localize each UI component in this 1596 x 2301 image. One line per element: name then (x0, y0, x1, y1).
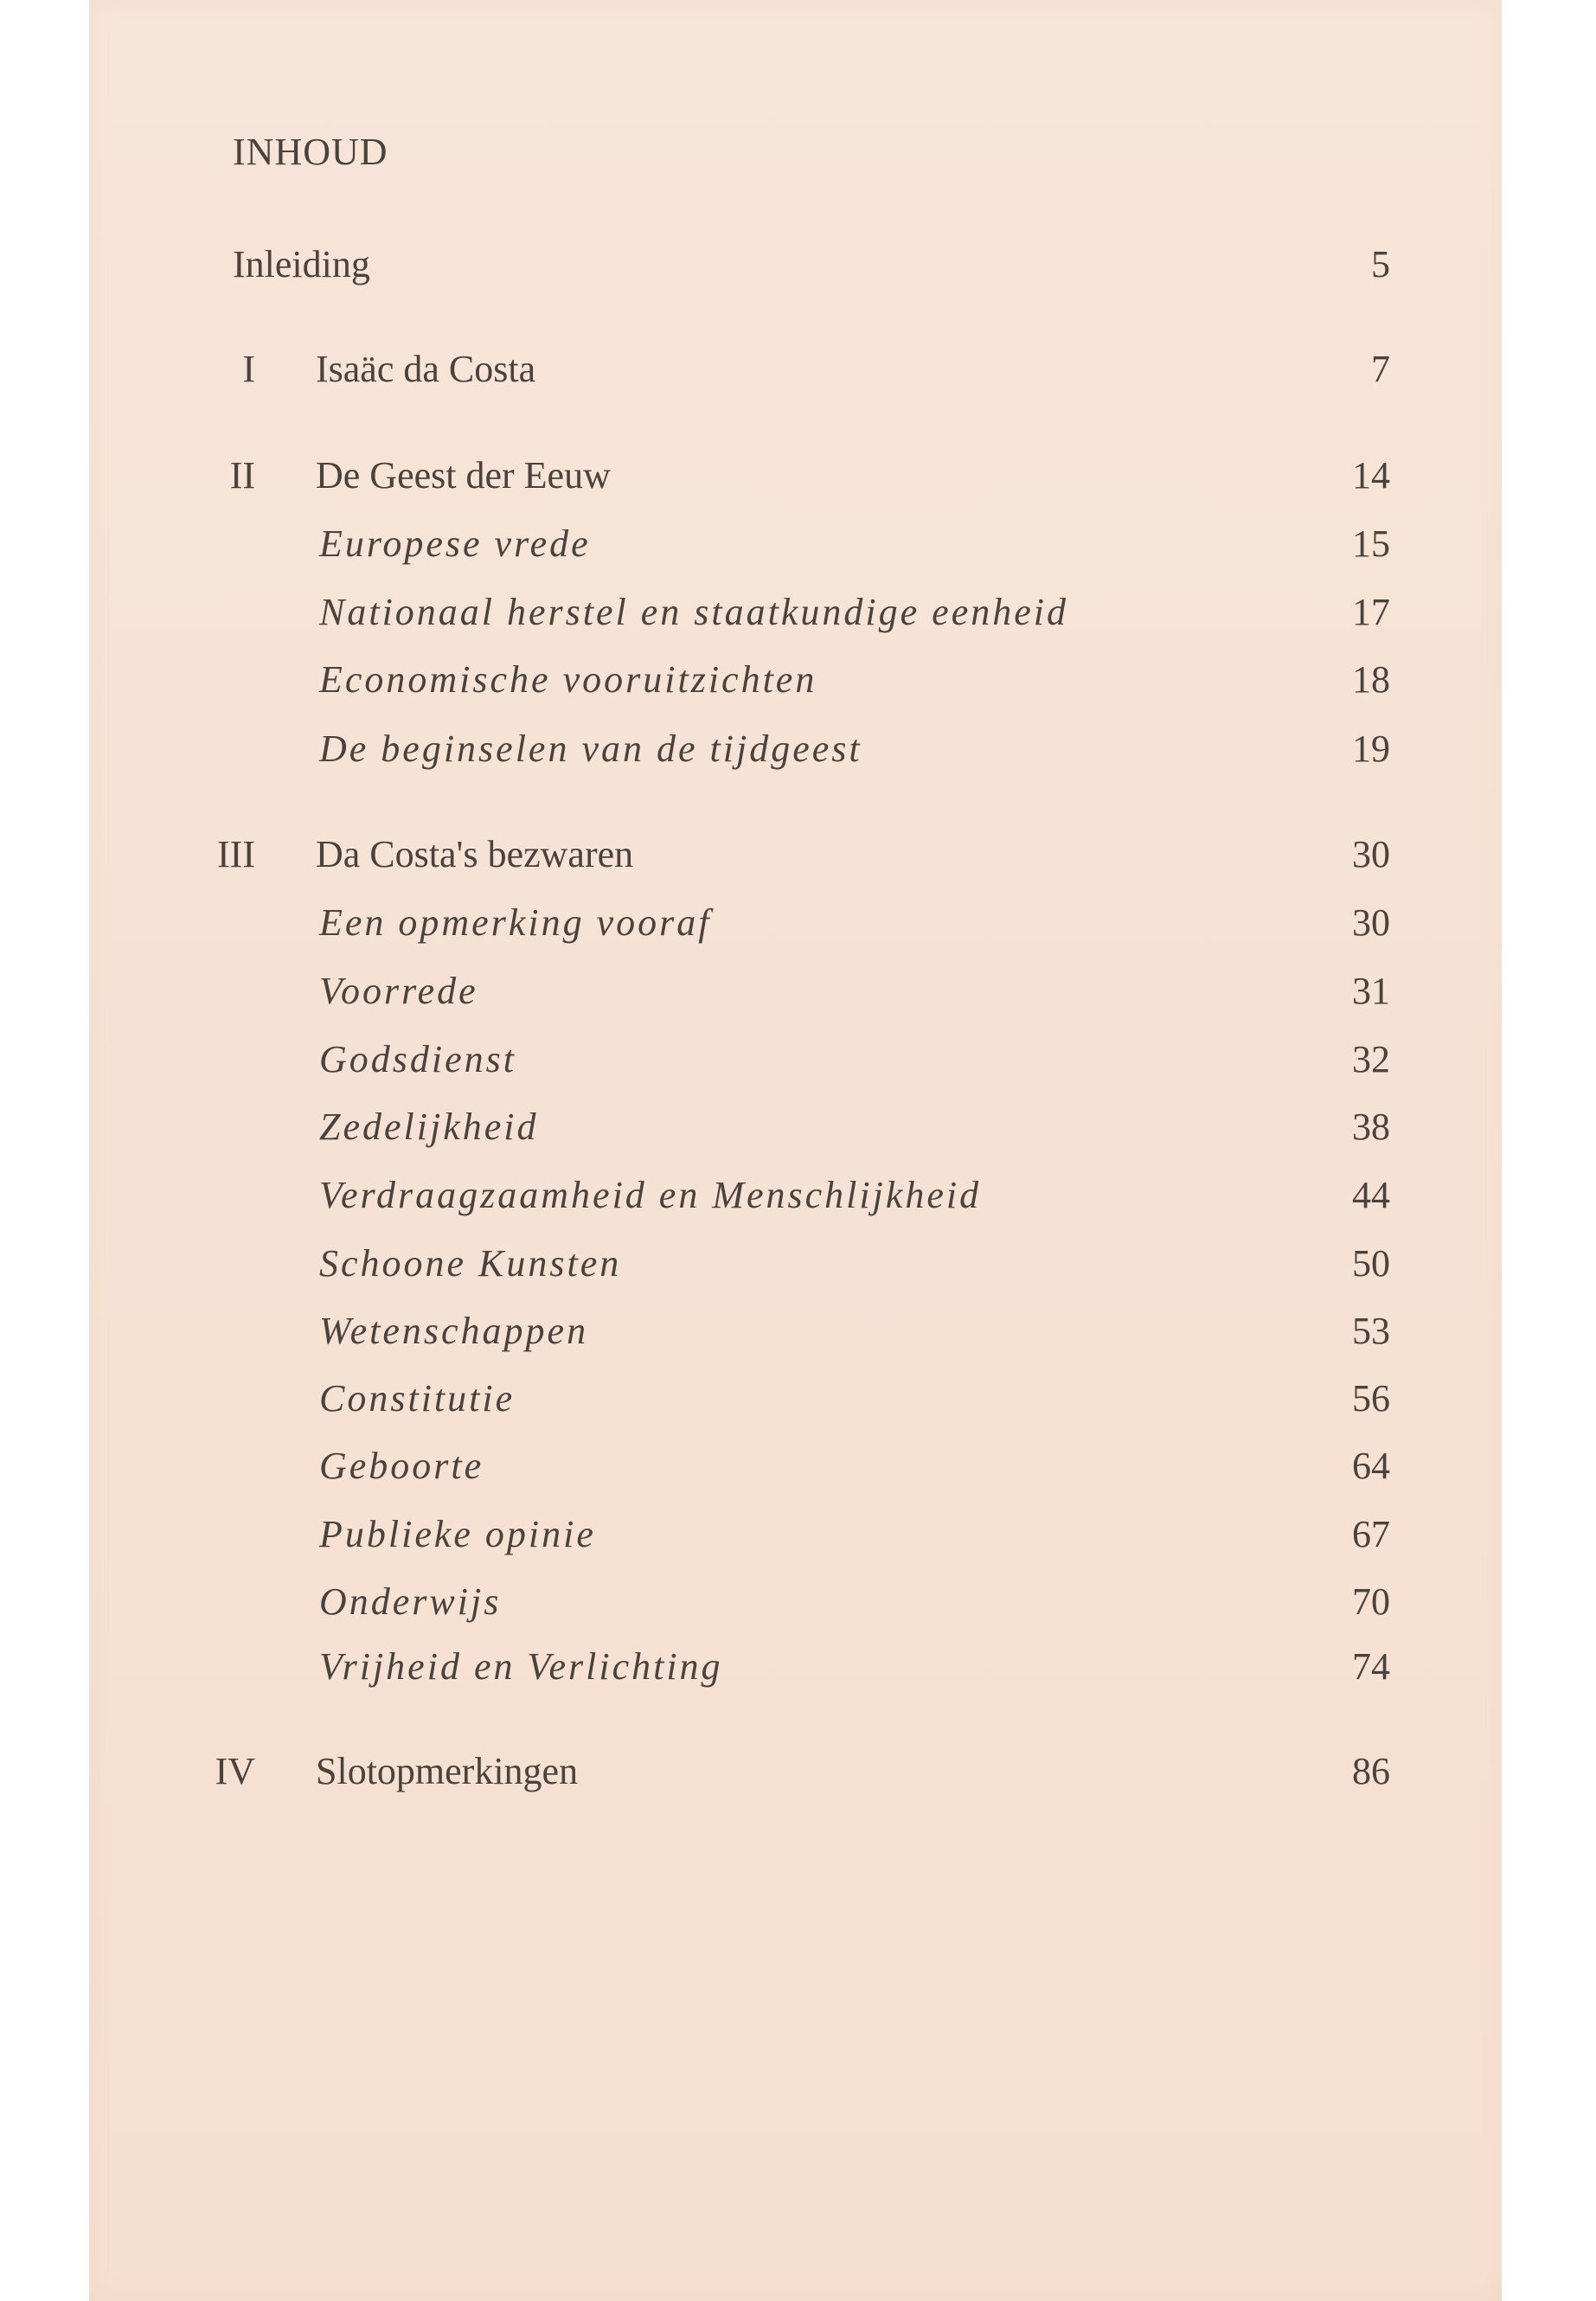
toc-subentry (89, 969, 1502, 1021)
toc-entry-page: 67 (1352, 1513, 1390, 1555)
toc-chapter-4 (89, 1749, 1502, 1801)
toc-entry-page: 74 (1352, 1645, 1390, 1688)
toc-entry-title: Vrijheid en Verlichting (319, 1645, 723, 1688)
toc-entry-inleiding (89, 242, 1502, 294)
toc-entry-title: Wetenschappen (319, 1310, 589, 1352)
toc-entry-page: 44 (1352, 1174, 1390, 1216)
chapter-number: III (217, 833, 255, 875)
toc-subentry (89, 1512, 1502, 1564)
toc-entry-page: 70 (1352, 1580, 1390, 1623)
chapter-number: II (229, 454, 255, 497)
toc-entry-page: 86 (1352, 1750, 1390, 1792)
toc-entry-title: Publieke opinie (319, 1513, 596, 1555)
toc-entry-title: Nationaal herstel en staatkundige eenheid (319, 591, 1068, 633)
toc-subentry (89, 1241, 1502, 1293)
toc-entry-title: Voorrede (319, 970, 478, 1012)
toc-entry-page: 30 (1352, 901, 1390, 944)
book-page (89, 0, 1502, 2301)
toc-entry-title: Inleiding (233, 243, 370, 285)
toc-entry-title: Geboorte (319, 1445, 484, 1487)
toc-entry-title: Constitutie (319, 1377, 516, 1420)
toc-chapter-3 (89, 832, 1502, 884)
toc-entry-title: Zedelijkheid (319, 1106, 539, 1148)
toc-subentry (89, 1309, 1502, 1361)
toc-entry-page: 14 (1352, 454, 1390, 497)
toc-entry-page: 50 (1352, 1242, 1390, 1285)
toc-entry-page: 7 (1371, 348, 1390, 390)
toc-entry-page: 32 (1352, 1038, 1390, 1080)
toc-chapter-2 (89, 453, 1502, 505)
toc-subentry (89, 590, 1502, 642)
toc-entry-page: 5 (1371, 243, 1390, 285)
toc-entry-title: Onderwijs (319, 1580, 502, 1623)
toc-subentry (89, 1173, 1502, 1225)
chapter-number: I (242, 348, 255, 390)
toc-subentry (89, 1376, 1502, 1428)
toc-entry-title: Verdraagzaamheid en Menschlijkheid (319, 1174, 982, 1216)
toc-subentry (89, 1037, 1502, 1089)
toc-entry-page: 38 (1352, 1106, 1390, 1148)
toc-entry-title: Isaäc da Costa (316, 348, 536, 390)
chapter-number: IV (215, 1750, 255, 1792)
toc-subentry (89, 1580, 1502, 1631)
toc-entry-title: Godsdienst (319, 1038, 516, 1080)
toc-subentry (89, 727, 1502, 779)
toc-entry-page: 19 (1352, 727, 1390, 770)
toc-entry-title: Europese vrede (319, 522, 591, 565)
toc-entry-page: 31 (1352, 970, 1390, 1012)
toc-subentry (89, 1444, 1502, 1496)
toc-subentry (89, 1105, 1502, 1157)
toc-entry-title: Slotopmerkingen (316, 1750, 579, 1792)
toc-heading: INHOUD (233, 131, 388, 173)
toc-chapter-1 (89, 347, 1502, 399)
toc-entry-page: 17 (1352, 591, 1390, 633)
toc-entry-title: Economische vooruitzichten (319, 658, 817, 701)
toc-entry-page: 56 (1352, 1377, 1390, 1420)
toc-entry-title: Een opmerking vooraf (319, 901, 712, 944)
toc-entry-title: Schoone Kunsten (319, 1242, 622, 1285)
toc-subentry (89, 522, 1502, 574)
toc-entry-title: Da Costa's bezwaren (316, 833, 634, 875)
toc-subentry (89, 1644, 1502, 1696)
toc-entry-title: De beginselen van de tijdgeest (319, 727, 862, 770)
toc-entry-page: 64 (1352, 1445, 1390, 1487)
toc-subentry (89, 657, 1502, 709)
toc-entry-page: 30 (1352, 833, 1390, 875)
toc-entry-page: 53 (1352, 1310, 1390, 1352)
toc-entry-page: 18 (1352, 658, 1390, 701)
toc-subentry (89, 901, 1502, 952)
toc-entry-title: De Geest der Eeuw (316, 454, 611, 497)
toc-entry-page: 15 (1352, 522, 1390, 565)
